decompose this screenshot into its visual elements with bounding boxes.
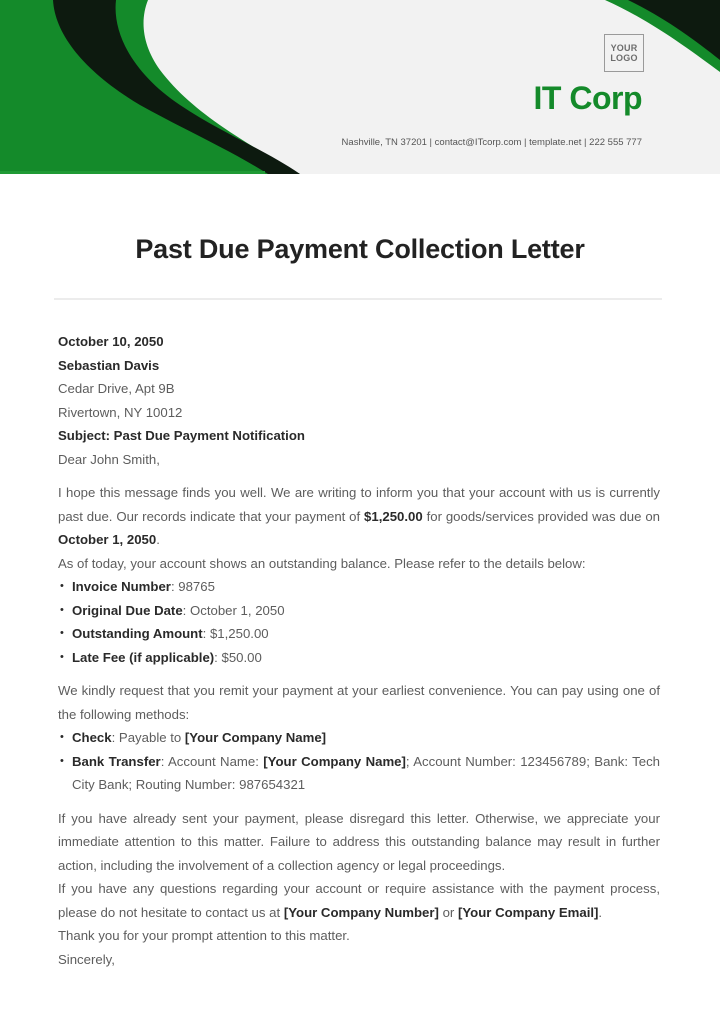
paragraph-balance: As of today, your account shows an outstanding balance. Please refer to the details below: (58, 555, 586, 571)
paragraph-disregard: If you have already sent your payment, please disregard this letter. Otherwise, we appreciate your immediate attention to this matter. Failure to address this outstanding balance may result in further action, including the involvement of a collection agency or legal proceedings. (58, 810, 660, 873)
salutation: Dear John Smith, (58, 451, 160, 467)
payment-due-date: October 1, 2050 (58, 532, 157, 547)
intro-text-3: . (156, 532, 160, 547)
intro-text-2: for goods/services provided was due on (422, 508, 660, 524)
detail-label: Original Due Date (72, 602, 183, 618)
method-label: Check (72, 730, 112, 745)
recipient-address-line1: Cedar Drive, Apt 9B (58, 381, 175, 396)
detail-value: : October 1, 2050 (182, 602, 285, 618)
paragraph-contact (58, 877, 660, 924)
company-contact-info: Nashville, TN 37201 | contact@ITcorp.com | template.net | 222 555 777 (341, 137, 642, 148)
recipient-address-line2: Rivertown, NY 10012 (58, 404, 183, 420)
payment-methods-list (58, 726, 660, 797)
detail-label: Outstanding Amount (72, 626, 203, 641)
paragraph-intro (58, 481, 660, 552)
paragraph-thanks: Thank you for your prompt attention to this matter. (58, 928, 350, 943)
closing: Sincerely, (58, 951, 115, 967)
title-divider (54, 298, 662, 300)
company-number-placeholder: [Your Company Number] (283, 904, 439, 920)
contact-text-2: or (438, 904, 458, 920)
intro-text: I hope this message finds you well. We are writing to inform you that your account with us is currently past due. Our records indicate that your payment of (58, 485, 660, 524)
method-bank-transfer (58, 750, 660, 797)
paragraph-request: We kindly request that you remit your payment at your earliest convenience. You can pay using one of the following methods: (58, 683, 660, 722)
method-text: : Payable to (111, 730, 185, 745)
document-title: Past Due Payment Collection Letter (135, 234, 585, 264)
detail-value: : $1,250.00 (202, 626, 269, 641)
detail-original-due-date (58, 599, 660, 623)
detail-invoice-number (58, 575, 660, 599)
logo-text-line2: LOGO (610, 53, 638, 63)
method-check (58, 726, 660, 750)
bank-details-text: ; Account Number: 123456789; Bank: Tech City Bank; Routing Number: 987654321 (72, 753, 661, 792)
letter-subject: Subject: Past Due Payment Notification (58, 428, 305, 443)
detail-value: : $50.00 (214, 649, 262, 665)
company-name-placeholder: [Your Company Name] (263, 753, 406, 769)
method-text: : Account Name: (160, 753, 264, 769)
detail-label: Late Fee (if applicable) (72, 649, 215, 665)
detail-outstanding-amount (58, 622, 660, 646)
letter-date: October 10, 2050 (58, 334, 164, 349)
company-email-placeholder: [Your Company Email] (457, 904, 599, 920)
recipient-name: Sebastian Davis (58, 357, 160, 373)
detail-value: : 98765 (170, 579, 215, 594)
account-details-list (58, 575, 660, 669)
detail-label: Invoice Number (72, 579, 171, 594)
payment-amount: $1,250.00 (364, 508, 423, 524)
company-name-placeholder: [Your Company Name] (184, 730, 327, 745)
letterhead (0, 0, 720, 174)
contact-text-3: . (598, 904, 603, 920)
logo-placeholder (604, 34, 644, 72)
detail-late-fee (58, 646, 660, 670)
logo-text-line1: YOUR (610, 43, 638, 53)
method-label: Bank Transfer (72, 753, 161, 769)
company-name: IT Corp (533, 80, 642, 116)
contact-text: If you have any questions regarding your account or require assistance with the payment process, please do not hesitate to contact us at (58, 881, 660, 920)
letter-body (58, 330, 660, 971)
